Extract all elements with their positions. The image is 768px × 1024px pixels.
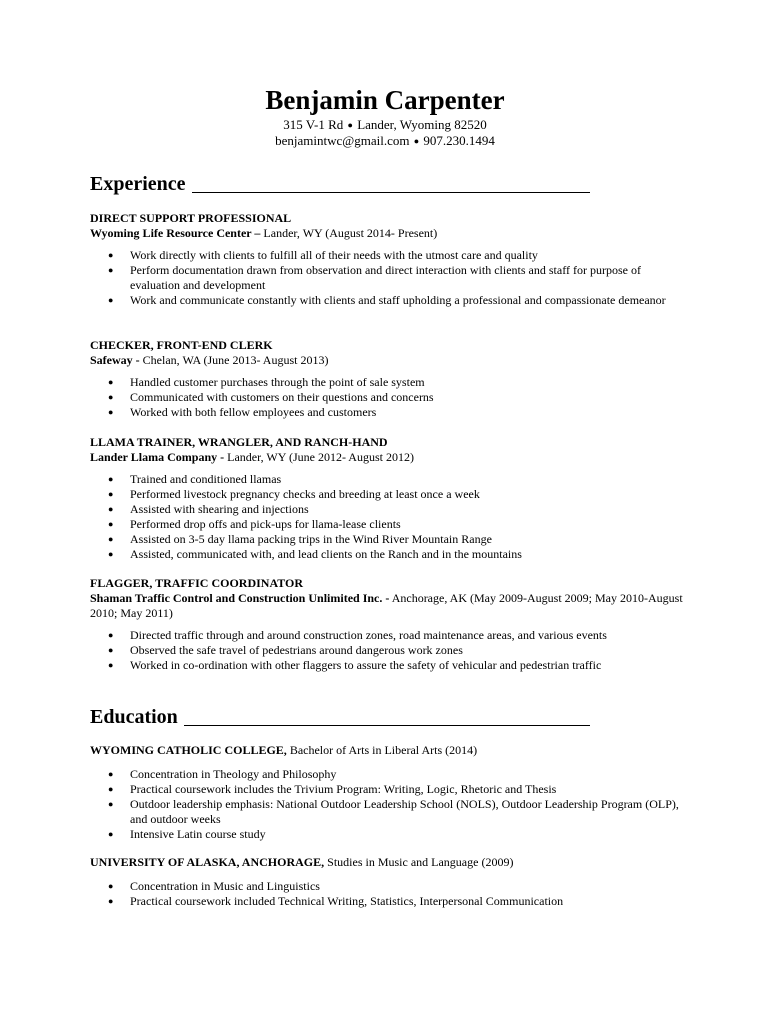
school-details-list [90, 767, 690, 842]
duty-text: Directed traffic through and around construction zones, road maintenance areas, and various events [130, 628, 607, 642]
bullet-icon: ● [108, 392, 114, 402]
bullet-icon: ● [108, 474, 114, 484]
candidate-name: Benjamin Carpenter [265, 85, 505, 115]
bullet-icon: ● [108, 630, 114, 640]
duty-text: Performed livestock pregnancy checks and breeding at least once a week [130, 487, 480, 501]
employer-name: Wyoming Life Resource Center – [90, 226, 261, 240]
resume-page [90, 0, 690, 1024]
job-duties-list [90, 472, 690, 562]
bullet-separator-icon: ● [347, 120, 353, 130]
detail-text: Practical coursework includes the Trivium Program: Writing, Logic, Rhetoric and Thesis [130, 782, 557, 796]
duty-text: Perform documentation drawn from observation and direct interaction with clients and staff for purpose of evaluation and development [130, 263, 641, 292]
school-entry [90, 855, 690, 909]
job-entry [90, 576, 690, 673]
list-item [108, 375, 690, 390]
bullet-icon: ● [108, 377, 114, 387]
list-item [108, 658, 690, 673]
bullet-icon: ● [108, 534, 114, 544]
list-item [108, 628, 690, 643]
degree-details: Bachelor of Arts in Liberal Arts (2014) [286, 743, 478, 757]
list-item [108, 517, 690, 532]
bullet-separator-icon: ● [413, 136, 420, 146]
education-heading: Education [90, 706, 184, 728]
list-item [108, 472, 690, 487]
employer-name: Lander Llama Company - [90, 450, 225, 464]
resume-header [90, 83, 680, 149]
duty-text: Work directly with clients to fulfill all of their needs with the utmost care and quality [130, 248, 538, 262]
list-item [108, 502, 690, 517]
bullet-icon: ● [108, 896, 114, 906]
contact-info-line [90, 133, 680, 149]
list-item [108, 879, 690, 894]
list-item [108, 293, 690, 308]
school-details-list [90, 879, 690, 909]
job-meta [90, 450, 690, 465]
duty-text: Observed the safe travel of pedestrians around dangerous work zones [130, 643, 463, 657]
list-item [108, 782, 690, 797]
job-location-dates: Chelan, WA (June 2013- August 2013) [139, 353, 329, 367]
job-meta [90, 353, 690, 368]
bullet-icon: ● [108, 769, 114, 779]
street-address: 315 V-1 Rd [283, 117, 344, 132]
school-entry [90, 743, 690, 842]
job-entry [90, 435, 690, 562]
experience-section-heading [90, 172, 690, 196]
list-item [108, 643, 690, 658]
list-item [108, 405, 690, 420]
list-item [108, 487, 690, 502]
duty-text: Trained and conditioned llamas [130, 472, 282, 486]
list-item [108, 797, 690, 827]
job-duties-list [90, 628, 690, 673]
job-entry [90, 211, 690, 308]
detail-text: Outdoor leadership emphasis: National Outdoor Leadership School (NOLS), Outdoor Leadership Program (OLP), and outdoor weeks [130, 797, 679, 826]
bullet-icon: ● [108, 250, 114, 260]
detail-text: Concentration in Theology and Philosophy [130, 767, 337, 781]
list-item [108, 767, 690, 782]
job-duties-list [90, 375, 690, 420]
job-entry [90, 338, 690, 420]
detail-text: Concentration in Music and Linguistics [130, 879, 320, 893]
duty-text: Communicated with customers on their questions and concerns [130, 390, 434, 404]
education-section-heading [90, 705, 690, 729]
duty-text: Assisted with shearing and injections [130, 502, 309, 516]
duty-text: Work and communicate constantly with clients and staff upholding a professional and compassionate demeanor [130, 293, 666, 307]
experience-heading: Experience [90, 173, 192, 195]
job-title: DIRECT SUPPORT PROFESSIONAL [90, 211, 292, 225]
duty-text: Worked in co-ordination with other flaggers to assure the safety of vehicular and pedestrian traffic [130, 658, 602, 672]
job-location-dates: Lander, WY (August 2014- Present) [260, 226, 438, 240]
phone-number: 907.230.1494 [423, 133, 495, 148]
list-item [108, 827, 690, 842]
detail-text: Practical coursework included Technical Writing, Statistics, Interpersonal Communication [130, 894, 564, 908]
job-location-dates: Anchorage, AK (May 2009-August 2009; May 2010-August 2010; May 2011) [90, 591, 683, 620]
employer-name: Safeway - [90, 353, 140, 367]
duty-text: Assisted on 3-5 day llama packing trips in the Wind River Mountain Range [130, 532, 492, 546]
duty-text: Handled customer purchases through the point of sale system [130, 375, 425, 389]
list-item [108, 532, 690, 547]
bullet-icon: ● [108, 295, 114, 305]
email-address: benjamintwc@gmail.com [275, 133, 410, 148]
list-item [108, 390, 690, 405]
bullet-icon: ● [108, 645, 114, 655]
bullet-icon: ● [108, 660, 114, 670]
list-item [108, 248, 690, 263]
bullet-icon: ● [108, 829, 114, 839]
list-item [108, 263, 690, 293]
job-location-dates: Lander, WY (June 2012- August 2012) [224, 450, 414, 464]
bullet-icon: ● [108, 519, 114, 529]
job-title: CHECKER, FRONT-END CLERK [90, 338, 273, 352]
city-state-zip: Lander, Wyoming 82520 [357, 117, 487, 132]
bullet-icon: ● [108, 489, 114, 499]
school-meta [90, 855, 690, 870]
detail-text: Intensive Latin course study [130, 827, 266, 841]
job-duties-list [90, 248, 690, 308]
list-item [108, 894, 690, 909]
bullet-icon: ● [108, 407, 114, 417]
job-title: FLAGGER, TRAFFIC COORDINATOR [90, 576, 304, 590]
school-name: WYOMING CATHOLIC COLLEGE, [90, 743, 287, 757]
job-meta [90, 591, 690, 621]
job-meta [90, 226, 690, 241]
address-line [90, 117, 680, 133]
bullet-icon: ● [108, 265, 114, 275]
school-meta [90, 743, 690, 758]
bullet-icon: ● [108, 784, 114, 794]
degree-details: Studies in Music and Language (2009) [324, 855, 514, 869]
bullet-icon: ● [108, 504, 114, 514]
list-item [108, 547, 690, 562]
school-name: UNIVERSITY OF ALASKA, ANCHORAGE, [90, 855, 325, 869]
duty-text: Assisted, communicated with, and lead clients on the Ranch and in the mountains [130, 547, 522, 561]
bullet-icon: ● [108, 881, 114, 891]
job-title: LLAMA TRAINER, WRANGLER, AND RANCH-HAND [90, 435, 388, 449]
bullet-icon: ● [108, 799, 114, 809]
duty-text: Performed drop offs and pick-ups for llama-lease clients [130, 517, 401, 531]
duty-text: Worked with both fellow employees and customers [130, 405, 377, 419]
bullet-icon: ● [108, 549, 114, 559]
employer-name: Shaman Traffic Control and Construction Unlimited Inc. - [90, 591, 390, 605]
